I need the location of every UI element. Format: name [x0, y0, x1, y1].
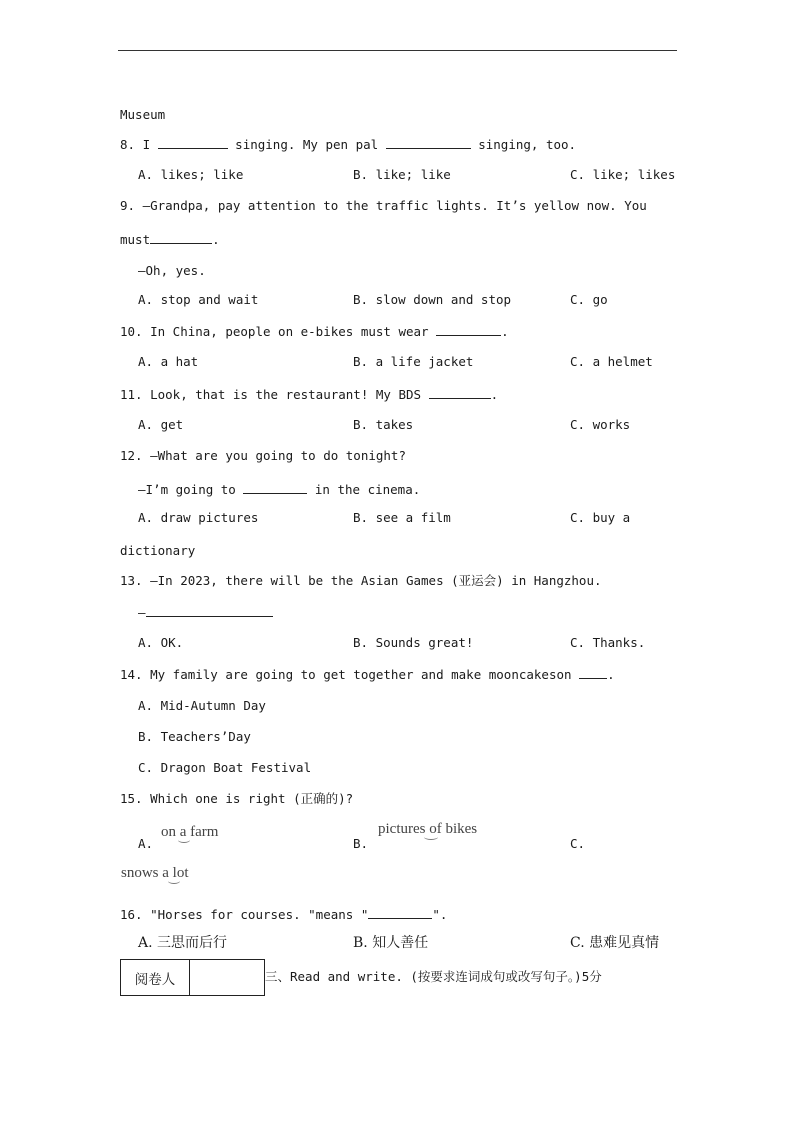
answer-blank[interactable]: [158, 136, 228, 149]
answer-blank[interactable]: [386, 136, 471, 149]
answer-blank[interactable]: [429, 386, 491, 399]
option-a[interactable]: A. Mid-Autumn Day: [138, 698, 266, 713]
option-a[interactable]: A. a hat: [138, 354, 199, 369]
option-a[interactable]: A. draw pictures: [138, 510, 259, 525]
option-c-cont: dictionary: [120, 543, 196, 558]
liaison-mark: [178, 837, 190, 843]
question-14: 14. My family are going to get together and make mooncakeson .: [120, 667, 615, 682]
option-c[interactable]: C. Thanks.: [570, 635, 646, 650]
option-b[interactable]: B. a life jacket: [353, 354, 474, 369]
answer-blank[interactable]: [150, 231, 212, 244]
option-c[interactable]: C. buy a: [570, 510, 631, 525]
question-11: 11. Look, that is the restaurant! My BDS .: [120, 387, 499, 402]
option-a[interactable]: A. get: [138, 417, 184, 432]
option-a[interactable]: A. 三思而后行: [138, 935, 228, 951]
grader-box: [120, 959, 265, 996]
option-c[interactable]: C.: [570, 836, 586, 851]
option-a[interactable]: A. likes; like: [138, 167, 244, 182]
option-c[interactable]: C. works: [570, 417, 631, 432]
option-b[interactable]: B. see a film: [353, 510, 451, 525]
question-8: 8. I singing. My pen pal singing, too.: [120, 137, 577, 152]
answer-blank[interactable]: [579, 666, 607, 679]
option-c[interactable]: C. 患难见真情: [570, 935, 660, 951]
question-13: 13. —In 2023, there will be the Asian Games (亚运会) in Hangzhou.: [120, 573, 602, 588]
liaison-mark: [424, 834, 438, 840]
answer-blank[interactable]: [368, 906, 432, 919]
question-12-reply: —I’m going to in the cinema.: [138, 482, 421, 497]
option-a[interactable]: A. OK.: [138, 635, 184, 650]
option-b[interactable]: B. Teachers’Day: [138, 729, 251, 744]
option-b[interactable]: B. like; like: [353, 167, 451, 182]
option-c[interactable]: C. like; likes: [570, 167, 676, 182]
answer-blank[interactable]: [243, 481, 307, 494]
option-c[interactable]: C. a helmet: [570, 354, 653, 369]
answer-blank[interactable]: [146, 604, 273, 617]
option-b[interactable]: B. slow down and stop: [353, 292, 512, 307]
option-b-image-text: pictures of bikes: [378, 821, 478, 837]
question-13-reply: —: [138, 604, 273, 621]
option-a[interactable]: A.: [138, 836, 154, 851]
liaison-mark: [168, 878, 180, 884]
option-b[interactable]: B. Sounds great!: [353, 635, 474, 650]
option-c[interactable]: C. go: [570, 292, 608, 307]
question-16: 16. "Horses for courses. "means " ".: [120, 907, 448, 922]
question-12: 12. —What are you going to do tonight?: [120, 448, 406, 463]
question-9-cont: must .: [120, 232, 220, 247]
option-c-image-text: snows a lot: [121, 865, 189, 881]
header-rule: [118, 50, 677, 51]
option-a-image-text: on a farm: [161, 824, 219, 840]
question-9-reply: —Oh, yes.: [138, 263, 206, 278]
option-a[interactable]: A. stop and wait: [138, 292, 259, 307]
grader-score-cell[interactable]: [190, 960, 265, 996]
header-word: Museum: [120, 107, 166, 122]
question-10: 10. In China, people on e-bikes must wear .: [120, 324, 509, 339]
question-15: 15. Which one is right (正确的)?: [120, 791, 354, 806]
option-c[interactable]: C. Dragon Boat Festival: [138, 760, 312, 775]
option-b[interactable]: B.: [353, 836, 369, 851]
option-b[interactable]: B. 知人善任: [353, 935, 429, 951]
option-b[interactable]: B. takes: [353, 417, 414, 432]
question-9: 9. —Grandpa, pay attention to the traffic lights. It’s yellow now. You: [120, 198, 647, 213]
answer-blank[interactable]: [436, 323, 501, 336]
grader-label: 阅卷人: [121, 960, 190, 996]
section-title: 三、Read and write. (按要求连词成句或改写句子。)5分: [265, 969, 602, 984]
